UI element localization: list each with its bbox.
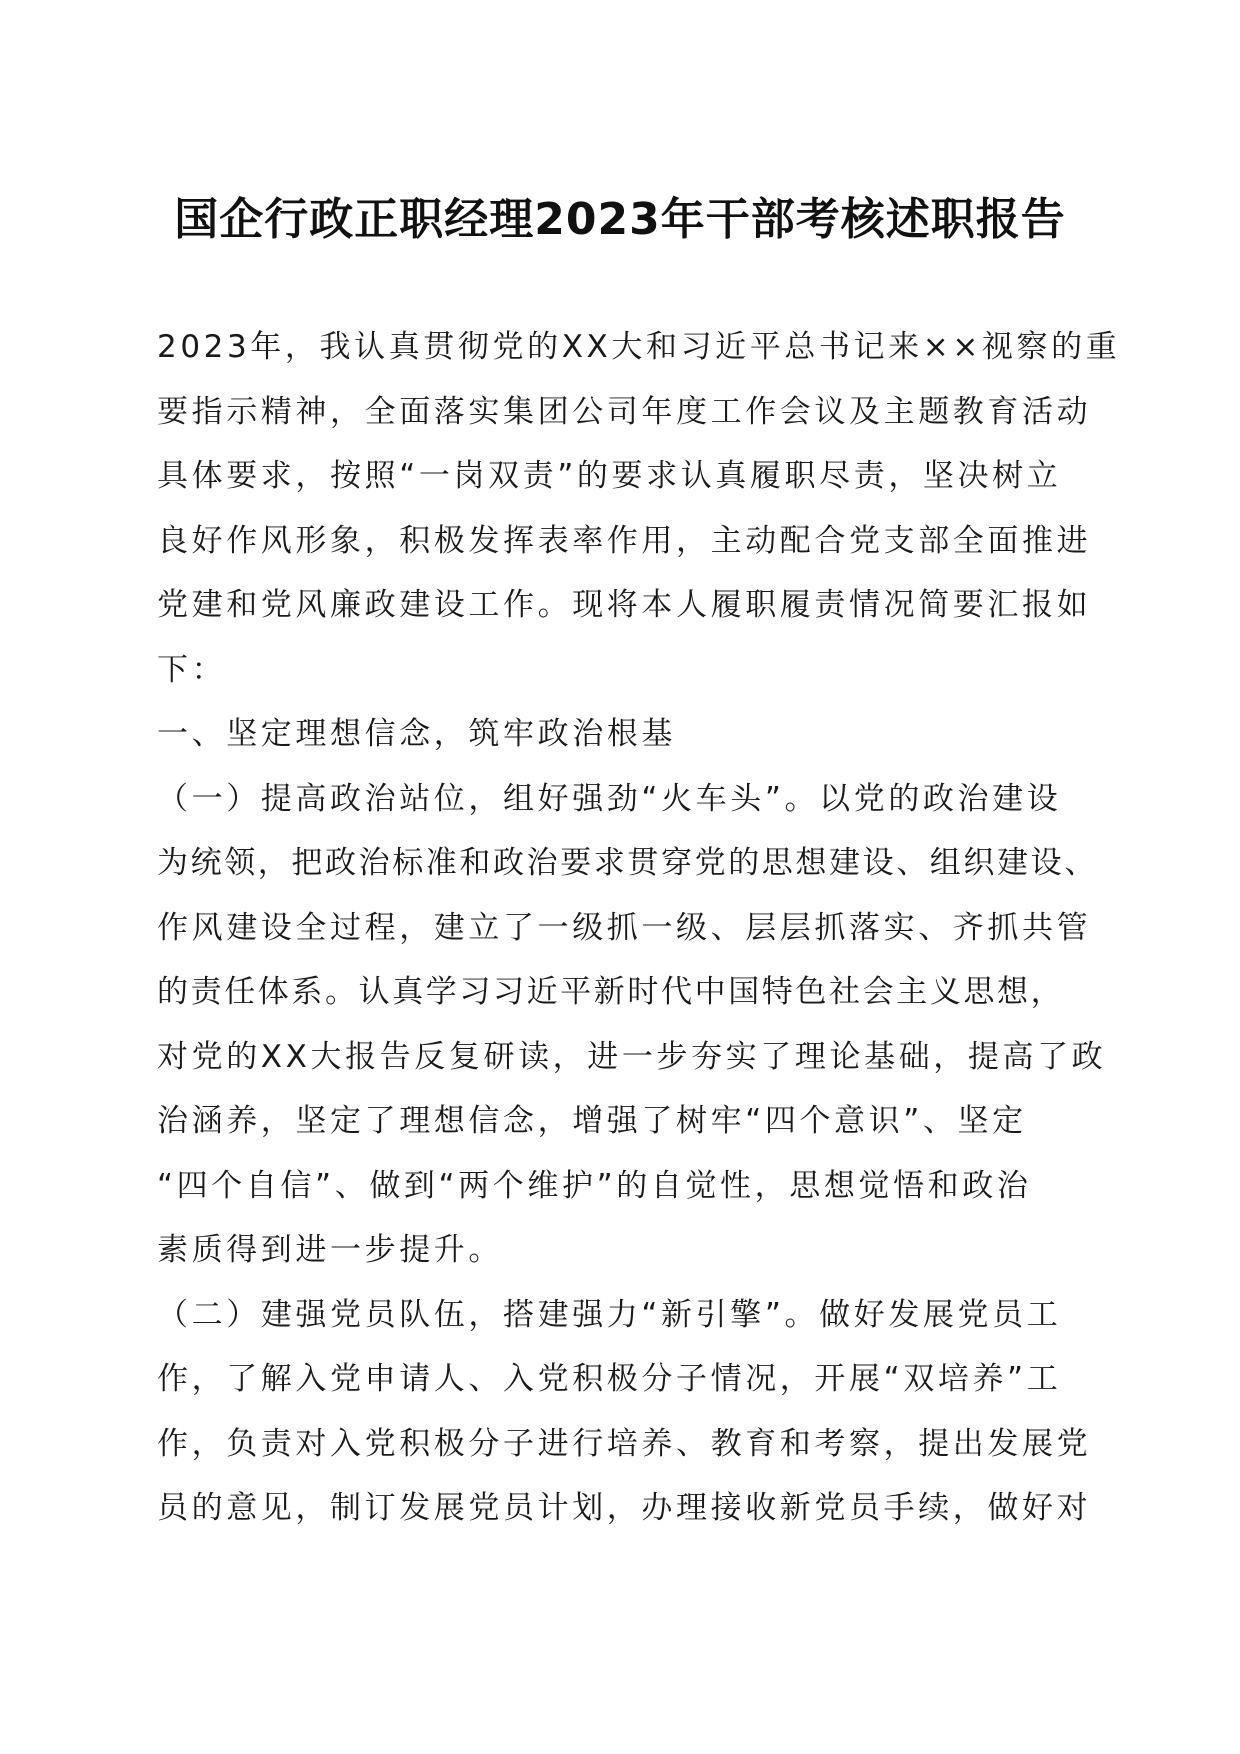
- text-line: 为统领，把政治标准和政治要求贯穿党的思想建设、组织建设、: [157, 845, 1098, 881]
- document-body: [157, 315, 1121, 1541]
- section-heading: 一、坚定理想信念，筑牢政治根基: [157, 716, 676, 752]
- text-line: 的责任体系。认真学习习近平新时代中国特色社会主义思想，: [157, 974, 1065, 1010]
- text-line: 党建和党风廉政建设工作。现将本人履职履责情况简要汇报如: [157, 587, 1092, 623]
- text-line: 要指示精神，全面落实集团公司年度工作会议及主题教育活动: [157, 393, 1092, 430]
- text-line: 作，了解入党申请人、入党积极分子情况，开展“双培养”工: [157, 1361, 1062, 1397]
- text-line: 2023年，我认真贯彻党的XX大和习近平总书记来××视察的重: [157, 329, 1121, 365]
- text-line: 下：: [157, 651, 227, 688]
- text-line: 作风建设全过程，建立了一级抓一级、层层抓落实、齐抓共管: [157, 909, 1092, 946]
- text-line: 对党的XX大报告反复研读，进一步夯实了理论基础，提高了政: [157, 1038, 1107, 1075]
- subsection-heading: （二）建强党员队伍，搭建强力“新引擎”。做好发展党员工: [157, 1296, 1062, 1333]
- text-line: “四个自信”、做到“两个维护”的自觉性，思想觉悟和政治: [157, 1167, 1032, 1204]
- text-line: 员的意见，制订发展党员计划，办理接收新党员手续，做好对: [157, 1490, 1092, 1526]
- text-line: 良好作风形象，积极发挥表率作用，主动配合党支部全面推进: [157, 522, 1092, 559]
- document-title: 国企行政正职经理2023年干部考核述职报告: [174, 194, 1066, 245]
- subsection-heading: （一）提高政治站位，组好强劲“火车头”。以党的政治建设: [157, 780, 1062, 817]
- text-line: 素质得到进一步提升。: [157, 1232, 503, 1268]
- text-line: 治涵养，坚定了理想信念，增强了树牢“四个意识”、坚定: [157, 1103, 1027, 1139]
- text-line: 作，负责对入党积极分子进行培养、教育和考察，提出发展党: [157, 1425, 1092, 1462]
- text-line: 具体要求，按照“一岗双责”的要求认真履职尽责，坚决树立: [157, 458, 1062, 494]
